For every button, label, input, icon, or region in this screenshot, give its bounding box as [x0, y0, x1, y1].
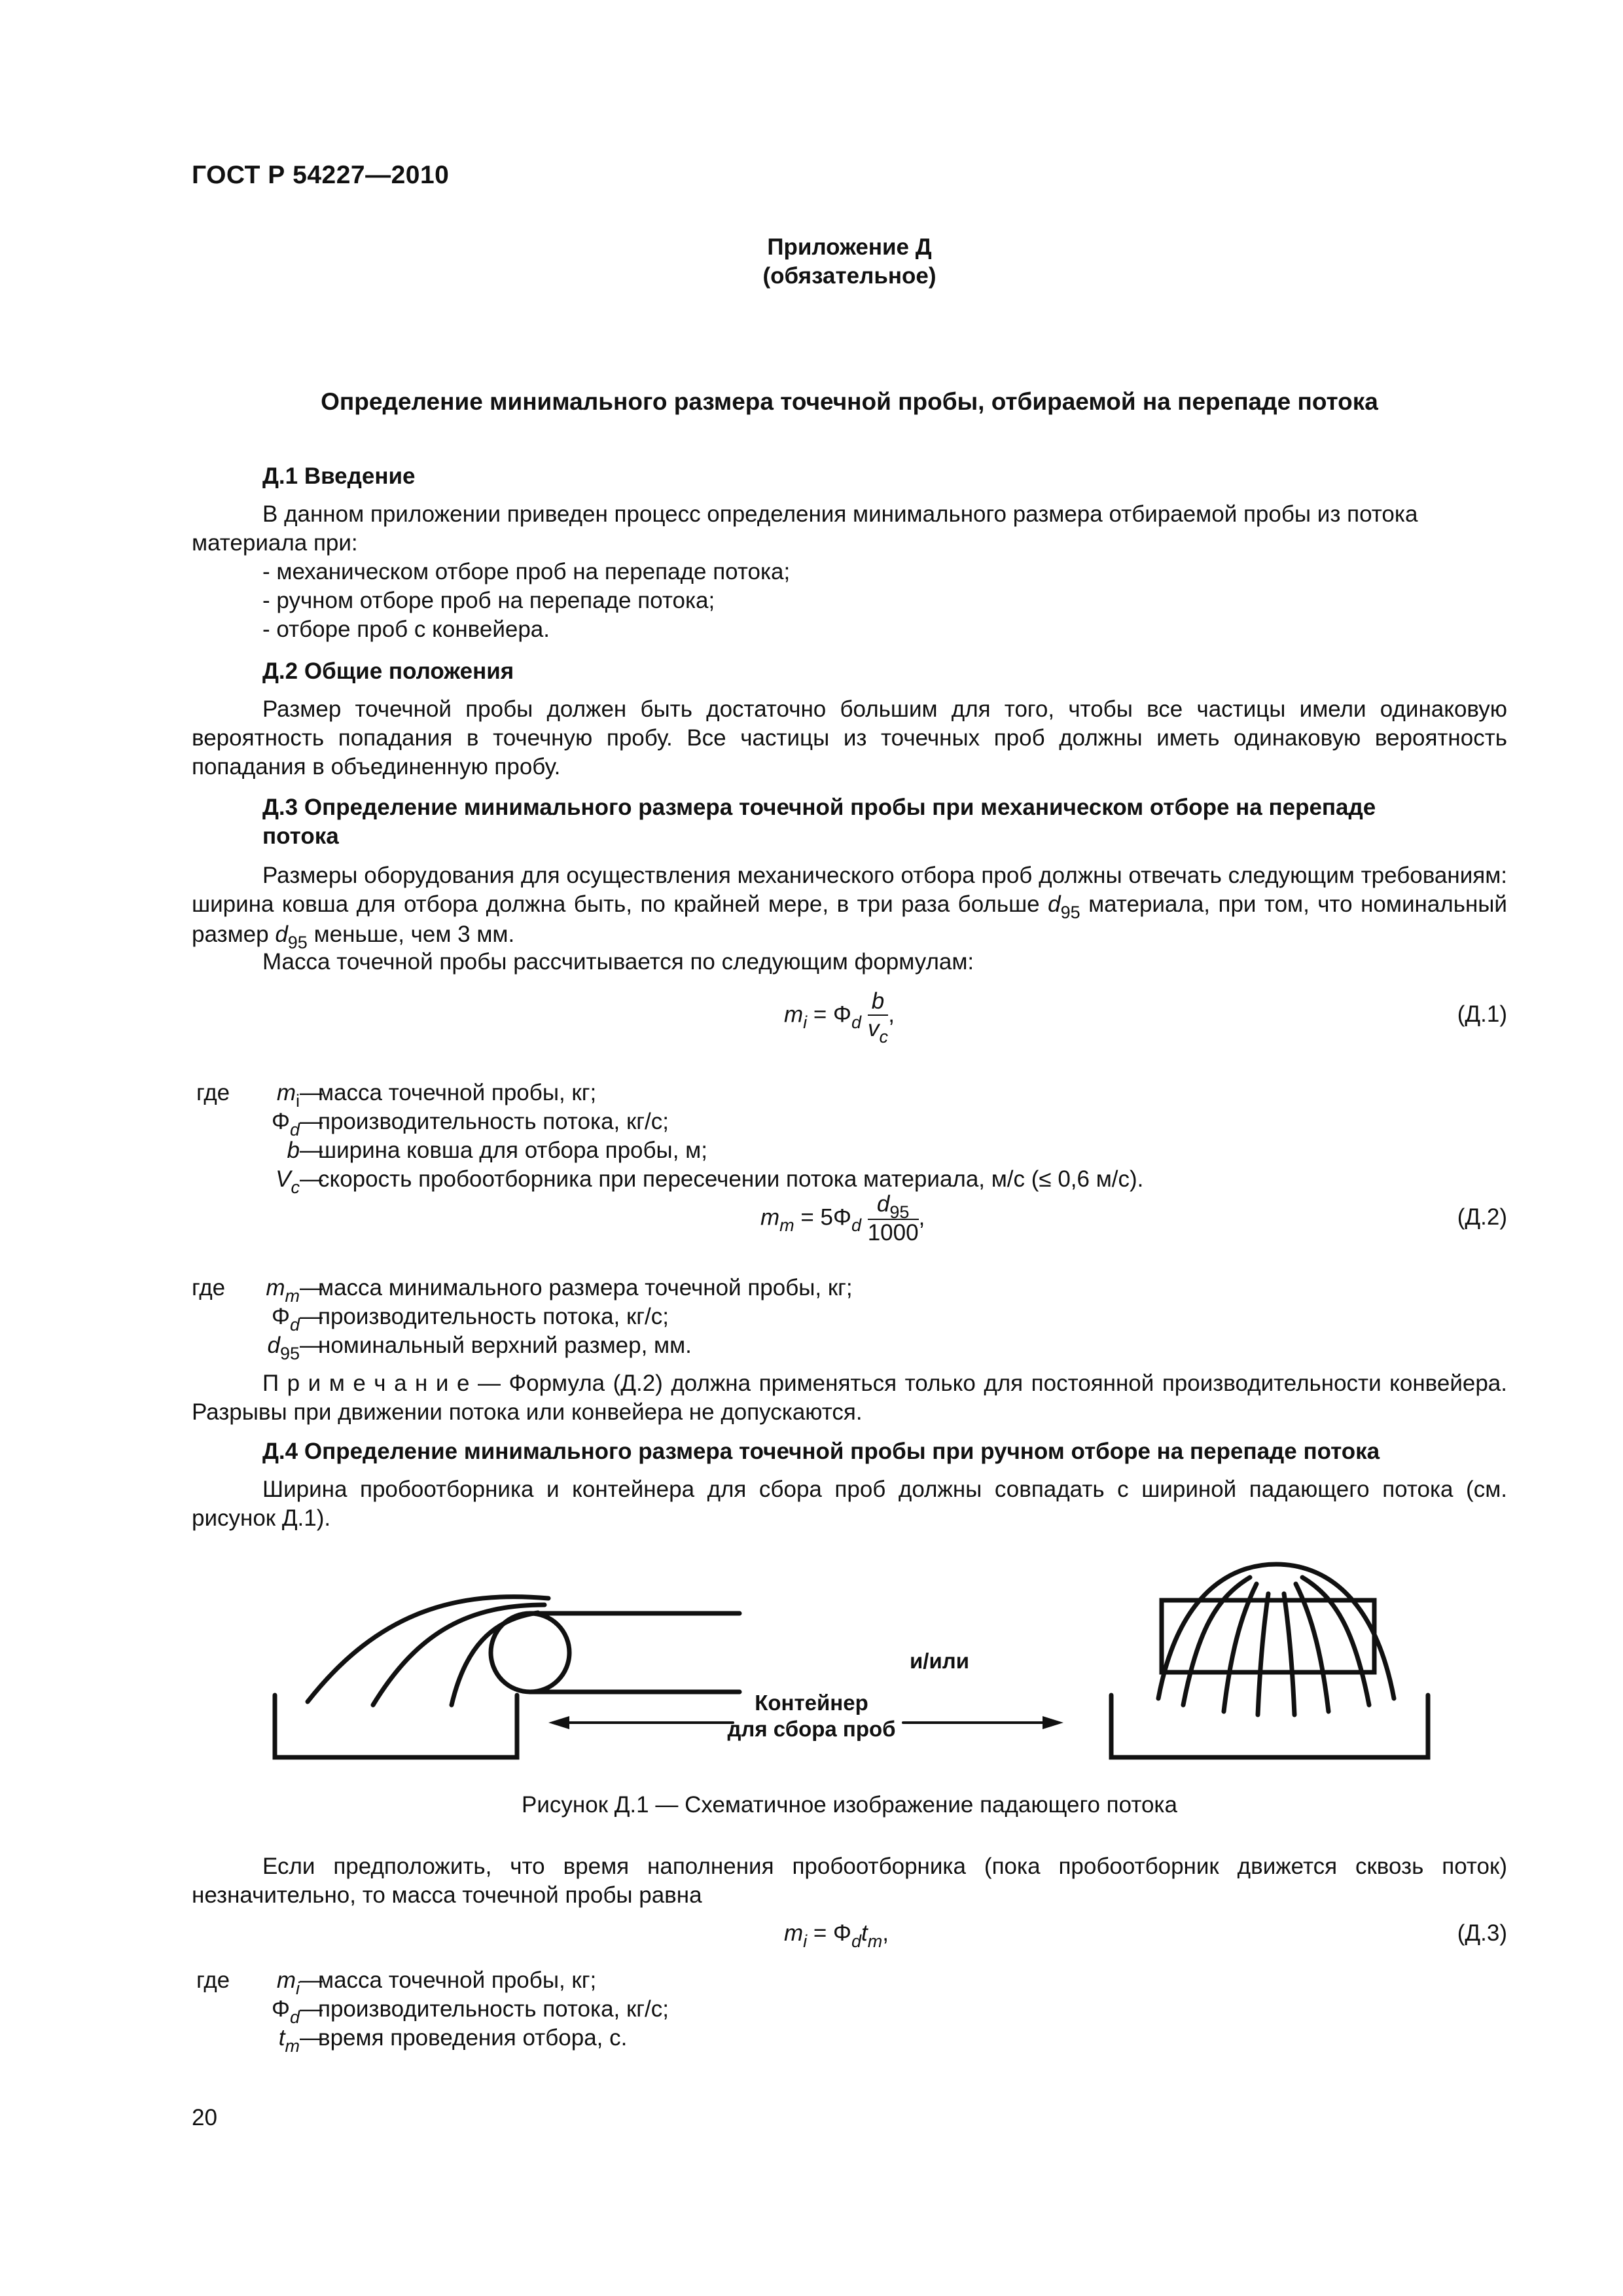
section-d2-heading: Д.2 Общие положения — [262, 658, 514, 684]
def-text: номинальный верхний размер, мм. — [318, 1333, 692, 1358]
d1-list-item: - отборе проб с конвейера. — [262, 617, 550, 642]
section-d4-heading: Д.4 Определение минимального размера точечной пробы при ручном отборе на перепаде потока — [262, 1439, 1380, 1464]
def-text: производительность потока, кг/с; — [318, 1304, 669, 1329]
where-label: где — [192, 1275, 226, 1300]
section-d1-heading: Д.1 Введение — [262, 463, 416, 489]
where-label: где — [196, 1967, 230, 1993]
appendix-status: (обязательное) — [762, 263, 936, 289]
def-dash: — — [300, 1996, 323, 2022]
document-id: ГОСТ Р 54227—2010 — [192, 161, 450, 189]
fan-line — [1284, 1594, 1294, 1715]
def-symbol: $d_{95}$ — [267, 1333, 300, 1363]
d1-list-item: - ручном отборе проб на перепаде потока; — [262, 588, 715, 613]
equation-number-d1: (Д.1) — [1457, 1001, 1507, 1027]
figure-andor-label: и/или — [910, 1649, 969, 1673]
def-symbol: $m_m$ — [266, 1275, 300, 1306]
def-symbol: b — [287, 1138, 300, 1163]
def-symbol: $V_c$ — [276, 1166, 300, 1197]
def-text: скорость пробоотборника при пересечении потока материала, м/с (≤ 0,6 м/с). — [318, 1166, 1144, 1192]
fan-line — [1183, 1577, 1250, 1705]
fan-line — [1258, 1594, 1268, 1715]
equation-number-d2: (Д.2) — [1457, 1204, 1507, 1230]
def-dash: — — [300, 1080, 323, 1105]
section-d3-heading — [262, 793, 1506, 851]
d1-para-line2: материала при: — [192, 530, 358, 556]
def-symbol: $t_m$ — [278, 2025, 300, 2056]
appendix-title: Приложение Д — [767, 234, 932, 260]
def-text: время проведения отбора, с. — [318, 2025, 628, 2051]
def-text: масса точечной пробы, кг; — [318, 1967, 597, 1993]
right-container — [1111, 1695, 1428, 1757]
d1-para-line1: В данном приложении приведен процесс определения минимального размера отбираемой пробы из потока — [262, 501, 1418, 527]
d1-list-item: - механическом отборе проб на перепаде потока; — [262, 559, 791, 584]
def-dash: — — [300, 1109, 323, 1134]
def-symbol: $\Phi_d$ — [272, 1304, 300, 1335]
d4-paragraph-2: Если предположить, что время наполнения пробоотборника (пока пробоотборник движется сквозь поток) незначительно, то масса точечной пробы равна — [192, 1854, 1507, 1908]
figure-container-label: Контейнер для сбора проб — [727, 1691, 896, 1741]
main-title: Определение минимального размера точечной пробы, отбираемой на перепаде потока — [321, 388, 1378, 415]
def-symbol: $\Phi_d$ — [272, 1996, 300, 2027]
d3-mass-intro: Масса точечной пробы рассчитывается по следующим формулам: — [262, 949, 974, 975]
d4-paragraph: Ширина пробоотборника и контейнера для сбора проб должны совпадать с шириной падающего потока (см. рисунок Д.1). — [192, 1477, 1507, 1531]
page-number: 20 — [192, 2105, 217, 2130]
def-text: производительность потока, кг/с; — [318, 1109, 669, 1134]
def-dash: — — [300, 1304, 323, 1329]
fan-line — [1302, 1577, 1369, 1705]
d2-paragraph: Размер точечной пробы должен быть достаточно большим для того, чтобы все частицы имели одинаковую вероятность попадания в точечную пробу. Все частицы из точечных проб должны иметь одинаковую вероятность попадания в объединенную пробу. — [192, 696, 1507, 780]
def-symbol: $m_i$ — [276, 1080, 300, 1111]
def-text: ширина ковша для отбора пробы, м; — [318, 1138, 707, 1163]
def-dash: — — [300, 1333, 323, 1358]
def-dash: — — [300, 1275, 323, 1300]
def-dash: — — [300, 1166, 323, 1192]
d3-heading-line2: потока — [262, 823, 339, 849]
figure-caption: Рисунок Д.1 — Схематичное изображение падающего потока — [522, 1792, 1177, 1818]
fan-line — [1224, 1584, 1257, 1712]
arrow-right-head — [1043, 1716, 1063, 1729]
formula-d3: $m_i = \Phi_dt_m$, — [784, 1920, 889, 1951]
def-text: масса точечной пробы, кг; — [318, 1080, 597, 1105]
def-symbol: $m_i$ — [276, 1967, 300, 1998]
fraction: $\frac{d_{95}}{1000}$ — [867, 1191, 919, 1246]
formula-d1: $m_i = \Phi_d$ $\frac{b}{v_c}$ , — [784, 988, 895, 1047]
def-symbol: $\Phi_d$ — [272, 1109, 300, 1139]
def-text: масса минимального размера точечной пробы, кг; — [318, 1275, 853, 1300]
arrow-left-head — [548, 1716, 569, 1729]
note-label: П р и м е ч а н и е — [262, 1371, 470, 1396]
d3-paragraph: Размеры оборудования для осуществления механического отбора проб должны отвечать следующим требованиям: ширина ковша для отбора должна быть, по крайней мере, в три раза больше $d_{95}$ материала, при том, что номинальный размер $d_{95}$ меньше, чем 3 мм. — [192, 863, 1507, 952]
d3-heading-line1: Д.3 Определение минимального размера точечной пробы при механическом отборе на перепаде — [262, 795, 1376, 820]
equation-number-d3: (Д.3) — [1457, 1920, 1507, 1946]
fan-line — [1296, 1584, 1329, 1712]
falling-flow-figure — [0, 1558, 1623, 1780]
where-label: где — [196, 1080, 230, 1105]
formula-d2: $m_m = 5\Phi_d$ $\frac{d_{95}}{1000}$ , — [760, 1191, 925, 1246]
def-text: производительность потока, кг/с; — [318, 1996, 669, 2022]
def-dash: — — [300, 2025, 323, 2051]
fraction: $\frac{b}{v_c}$ — [867, 988, 888, 1047]
left-container — [275, 1695, 517, 1757]
note — [192, 1369, 1507, 1427]
note-text: — Формула (Д.2) должна применяться только для постоянной производительности конвейера. Разрывы при движении потока или конвейера не допускаются. — [192, 1371, 1507, 1425]
def-dash: — — [300, 1967, 323, 1993]
def-dash: — — [300, 1138, 323, 1163]
